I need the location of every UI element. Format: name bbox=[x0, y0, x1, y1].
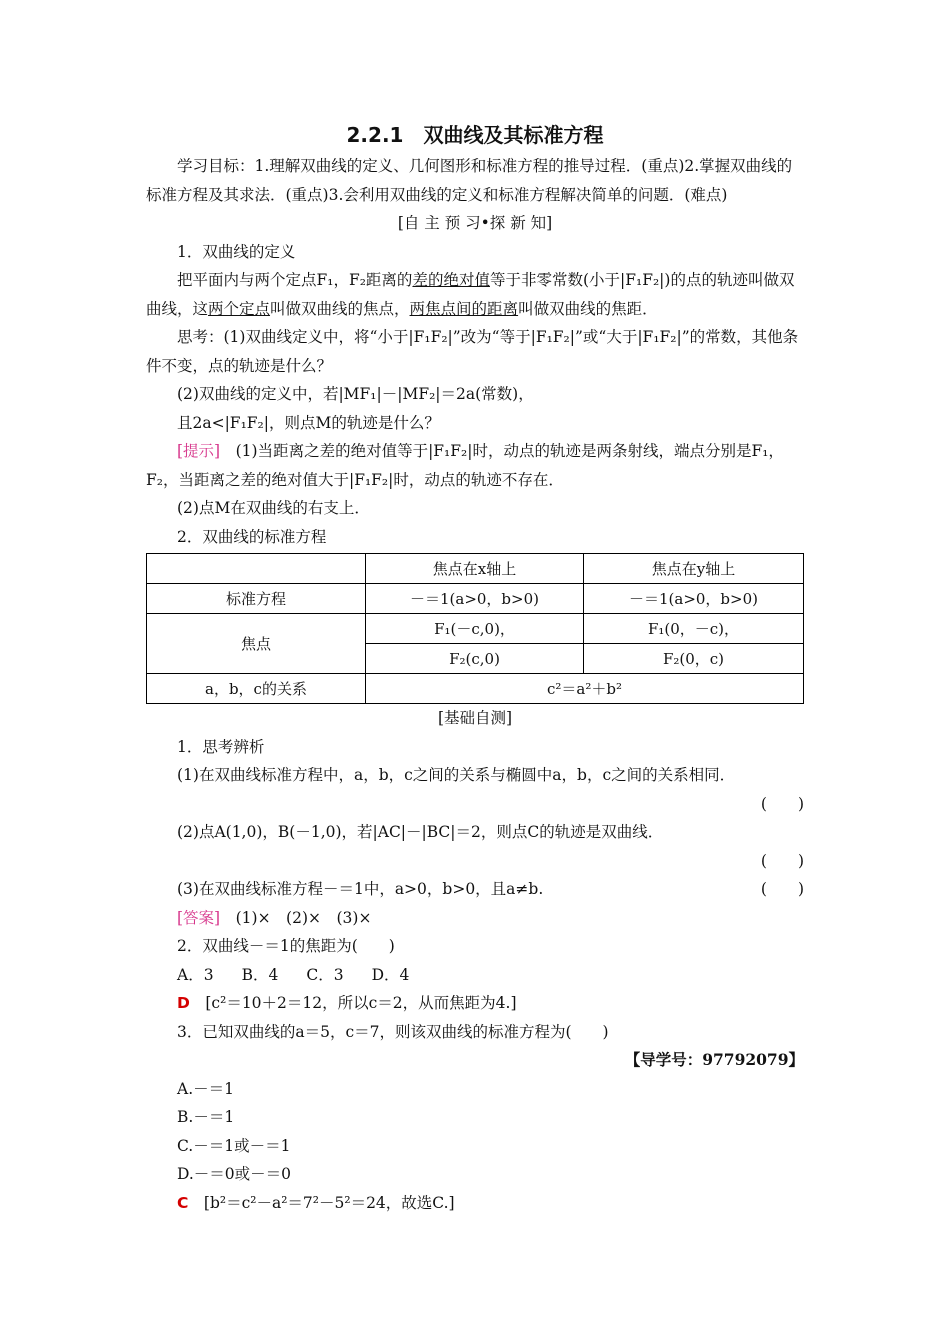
definition-text: 把平面内与两个定点F₁，F₂距离的 bbox=[177, 271, 413, 289]
table-header-x: 焦点在x轴上 bbox=[366, 554, 584, 584]
q2-answer-text: [c²＝10＋2＝12，所以c＝2，从而焦距为4.] bbox=[189, 994, 517, 1012]
q2-options bbox=[146, 961, 804, 990]
table-label-relation: a，b，c的关系 bbox=[147, 674, 366, 704]
table-cell-focus-y2: F₂(0，c) bbox=[584, 644, 804, 674]
table-cell-relation: c²＝a²＋b² bbox=[366, 674, 804, 704]
table-row bbox=[147, 614, 804, 644]
guide-number: 【导学号：97792079】 bbox=[624, 1050, 804, 1069]
q2-answer-row bbox=[146, 989, 804, 1018]
q1-answer-row bbox=[146, 904, 804, 933]
hint-text-1: (1)当距离之差的绝对值等于|F₁F₂|时，动点的轨迹是两条射线，端点分别是F₁，F₂，当距离之差的绝对值大于|F₁F₂|时，动点的轨迹不存在． bbox=[146, 442, 784, 489]
basic-test-header: [基础自测] bbox=[437, 709, 513, 727]
standard-equation-table bbox=[146, 553, 804, 704]
option-a: A．3 bbox=[177, 965, 214, 984]
table-row bbox=[147, 554, 804, 584]
think-question-1: 思考：(1)双曲线定义中，将“小于|F₁F₂|”改为“等于|F₁F₂|”或“大于|F₁F₂|”的常数，其他条件不变，点的轨迹是什么？ bbox=[146, 328, 799, 375]
option-c: C.－＝1或－＝1 bbox=[177, 1136, 291, 1155]
section2-heading: 2．双曲线的标准方程 bbox=[177, 527, 327, 546]
q1-paren-row bbox=[146, 847, 804, 876]
q1-statement-2: (2)点A(1,0)，B(－1,0)，若|AC|－|BC|＝2，则点C的轨迹是双曲线． bbox=[177, 823, 664, 841]
option-c: C．3 bbox=[306, 965, 344, 984]
hint-text-2: (2)点M在双曲线的右支上． bbox=[177, 499, 370, 517]
document-page bbox=[146, 120, 804, 1217]
q2-stem: 2．双曲线－＝1的焦距为( ) bbox=[177, 937, 395, 955]
q3-answer-text: [b²＝c²－a²＝7²－5²＝24，故选C.] bbox=[188, 1193, 455, 1212]
definition-underline-2: 两个定点 bbox=[208, 299, 271, 318]
table-cell-equation-x: －＝1(a>0，b>0) bbox=[366, 584, 584, 614]
table-header-y: 焦点在y轴上 bbox=[584, 554, 804, 584]
table-cell-focus-x1: F₁(－c,0)， bbox=[366, 614, 584, 644]
option-b: B.－＝1 bbox=[177, 1108, 235, 1126]
section1-heading: 1．双曲线的定义 bbox=[177, 242, 296, 261]
table-cell-focus-x2: F₂(c,0) bbox=[366, 644, 584, 674]
answer-paren: ( ) bbox=[760, 851, 804, 870]
q3-stem: 3．已知双曲线的a＝5，c＝7，则该双曲线的标准方程为( ) bbox=[177, 1022, 609, 1041]
q1-heading: 1．思考辨析 bbox=[177, 737, 265, 756]
q1-statement-3-row bbox=[146, 875, 804, 904]
definition-text: 叫做双曲线的焦距． bbox=[518, 299, 658, 318]
answer-letter: C bbox=[177, 1193, 189, 1212]
preview-header: [自 主 预 习•探 新 知] bbox=[397, 214, 553, 232]
option-b: B．4 bbox=[241, 965, 279, 984]
learning-objectives: 学习目标：1.理解双曲线的定义、几何图形和标准方程的推导过程．(重点)2.掌握双曲线的标准方程及其求法．(重点)3.会利用双曲线的定义和标准方程解决简单的问题．(难点) bbox=[146, 157, 793, 204]
answer-label: [答案] bbox=[177, 908, 221, 927]
hint-paragraph bbox=[146, 437, 804, 494]
q3-answer-row bbox=[146, 1189, 804, 1218]
table-label-equation: 标准方程 bbox=[147, 584, 366, 614]
definition-underline-1: 差的绝对值 bbox=[412, 271, 490, 289]
answer-letter: D bbox=[177, 994, 190, 1012]
option-d: D．4 bbox=[371, 965, 410, 984]
table-cell-equation-y: －＝1(a>0，b>0) bbox=[584, 584, 804, 614]
definition-paragraph bbox=[146, 266, 804, 323]
option-d: D.－＝0或－＝0 bbox=[177, 1165, 292, 1183]
answer-paren: ( ) bbox=[760, 880, 804, 898]
think-question-2b: 且2a<|F₁F₂|，则点M的轨迹是什么？ bbox=[177, 413, 440, 432]
answer-paren: ( ) bbox=[760, 794, 804, 813]
definition-text: 叫做双曲线的焦点， bbox=[270, 299, 410, 318]
q1-answer: (1)× (2)× (3)× bbox=[220, 908, 372, 927]
think-question-2a: (2)双曲线的定义中，若|MF₁|－|MF₂|＝2a(常数)， bbox=[177, 385, 534, 403]
option-a: A.－＝1 bbox=[177, 1079, 234, 1098]
table-row bbox=[147, 674, 804, 704]
table-cell-empty bbox=[147, 554, 366, 584]
page-title: 2.2.1 双曲线及其标准方程 bbox=[346, 123, 604, 147]
table-cell-focus-y1: F₁(0，－c)， bbox=[584, 614, 804, 644]
q1-statement-3: (3)在双曲线标准方程－＝1中，a>0，b>0，且a≠b. bbox=[177, 880, 544, 898]
q1-statement-1: (1)在双曲线标准方程中，a，b，c之间的关系与椭圆中a，b，c之间的关系相同． bbox=[177, 766, 736, 784]
table-label-focus: 焦点 bbox=[147, 614, 366, 674]
definition-underline-3: 两焦点间的距离 bbox=[409, 299, 519, 318]
definition-text: 等于非零常数(小于|F₁F₂|)的点的轨迹叫做双曲线，这 bbox=[146, 271, 795, 318]
q1-paren-row bbox=[146, 790, 804, 819]
table-row bbox=[147, 584, 804, 614]
hint-label: [提示] bbox=[177, 442, 221, 460]
